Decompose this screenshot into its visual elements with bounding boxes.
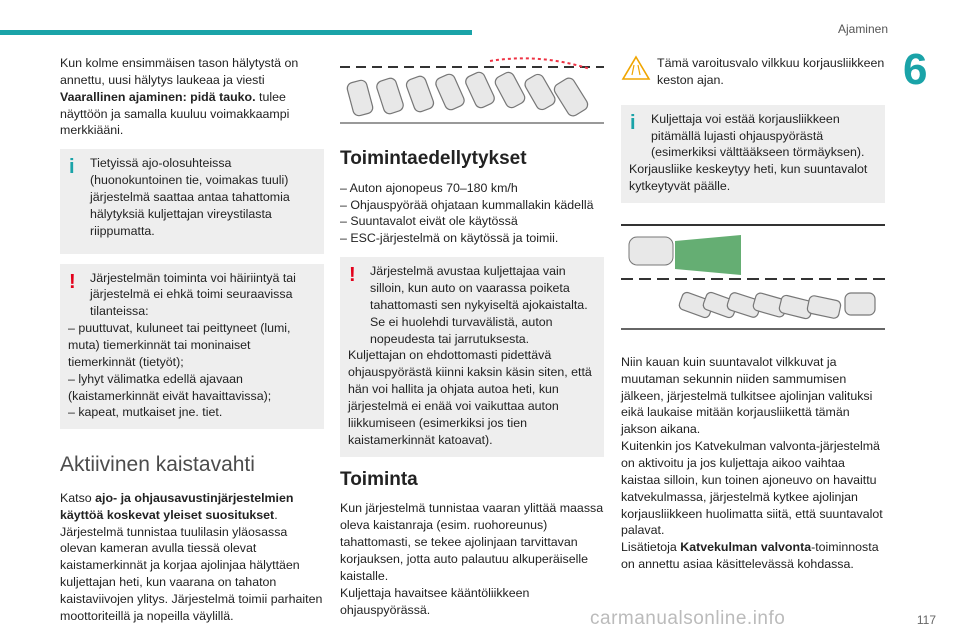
warning-box-assist <box>340 257 604 456</box>
prerequisite-item: – Auton ajonopeus 70–180 km/h <box>340 180 518 195</box>
warning-box-limitations <box>60 264 324 430</box>
intro-paragraph <box>60 55 324 139</box>
prerequisite-item: – Ohjauspyörää ohjataan kummallakin kädellä <box>340 197 594 212</box>
operation-body: Kuljettaja havaitsee kääntöliikkeen ohjauspyörässä. <box>340 585 530 617</box>
prerequisites-title: Toimintaedellytykset <box>340 147 527 169</box>
body-text: Lisätietoja <box>621 540 681 555</box>
prerequisite-item: – ESC-järjestelmä on käytössä ja toimii. <box>340 231 559 246</box>
header-accent-bar <box>0 30 472 35</box>
body-paragraph: Niin kauan kuin suuntavalot vilkkuvat ja muutaman sekunnin niiden sammumisen jälkeen, järjestelmä tulkitsee ajolinjan valituksi eikä laukaise mitään korjausliikettä tämän jakson aikana. <box>621 354 873 437</box>
column-middle <box>340 55 604 624</box>
info-box-override <box>621 105 885 203</box>
info-box-conditions <box>60 149 324 253</box>
lane-warning-light-icon <box>621 55 651 81</box>
column-right <box>621 55 885 579</box>
chapter-number: 6 <box>903 45 928 94</box>
section-title-active-lane: Aktiivinen kaistavahti <box>60 453 255 477</box>
operation-title: Toiminta <box>340 468 418 490</box>
intro-text-end: tulee näyttöön ja samalla kuuluu voimakkaampi merkkiääni. <box>60 89 290 138</box>
warning-light-row <box>621 55 885 95</box>
header-section-title: Ajaminen <box>837 22 888 36</box>
section-intro-text: Katso <box>60 490 96 505</box>
column-left <box>60 55 324 631</box>
blind-spot-illustration <box>621 223 885 338</box>
section-intro <box>60 490 324 625</box>
warning-text: Järjestelmän toiminta voi häiriintyä tai järjestelmä ei ehkä toimi seuraavissa tilanteissa: <box>90 270 296 319</box>
warning-list-item: – lyhyt välimatka edellä ajavaan (kaistamerkinnät eivät havaittavissa); <box>68 371 272 403</box>
operation-body: Kun järjestelmä tunnistaa vaaran ylittää maassa oleva kaistanraja (esim. ruohoreunus) tahattomasti, se tekee ajolinjaan tarvittavan korjauksen, jotta auto palautuu alkuperäiselle kaistalle. <box>340 501 604 583</box>
section-intro-end: . <box>274 507 278 522</box>
intro-text: Kun kolme ensimmäisen tason hälytystä on annettu, uusi hälytys laukeaa ja viesti <box>60 56 299 87</box>
blind-spot-reference: Katvekulman valvonta <box>680 540 812 555</box>
body-paragraph: Kuitenkin jos Katvekulman valvonta-järjestelmä on aktivoitu ja jos kuljettaja aikoo vaihtaa kaistaa silloin, kun toinen ajoneuvo on havaittu katvekulmassa, järjestelmä kytkee ajolinjan korjausliikkeen huolimatta siitä, että suuntavalot palavat. <box>621 439 883 538</box>
prerequisite-item: – Suuntavalot eivät ole käytössä <box>340 214 518 229</box>
warning-exclamation-icon: ! <box>349 264 356 287</box>
warning-exclamation-icon: ! <box>69 270 76 293</box>
intro-bold-message: Vaarallinen ajaminen: pidä tauko. <box>60 89 256 104</box>
info-text: Tietyissä ajo-olosuhteissa (huonokuntoinen tie, voimakas tuuli) järjestelmä saattaa antaa tahattomia hälytyksiä kuljettajan vireystilasta riippumatta. <box>90 156 290 238</box>
car-drift-image <box>340 55 604 127</box>
warning-light-text: Tämä varoitusvalo vilkkuu korjausliikkeen keston ajan. <box>657 56 885 87</box>
lane-departure-illustration <box>340 55 604 132</box>
blind-spot-image <box>621 223 885 333</box>
page-number: 117 <box>916 613 936 627</box>
info-icon: i <box>69 156 75 179</box>
warning-text: Järjestelmä avustaa kuljettajaa vain silloin, kun auto on vaarassa poiketa tahattomasti sen nykyiseltä ajokaistalta. Se ei huolehdi turvavälistä, auton nopeudesta tai jarrutuksesta. <box>370 264 588 346</box>
warning-list-item: – kapeat, mutkaiset jne. tiet. <box>68 405 223 420</box>
section-body: Järjestelmä tunnistaa tuulilasin yläosassa olevan kameran avulla tiessä olevat kaistamerkinnät ja korjaa ajolinjaa hälyttäen kuljettajan heti, kun vaarana on tahaton kaistaviivojen ylitys. Järjestelmä toimii parhaiten moottoriteillä ja nopeilla väylillä. <box>60 524 323 623</box>
body-text-end: -toiminnosta on annettu asiaa käsittelevässä kohdassa. <box>621 540 879 572</box>
warning-text: Kuljettajan on ehdottomasti pidettävä ohjauspyörästä kiinni kaksin käsin siten, että hän voi hallita ja ohjata autoa heti, kun järjestelmä ei enää voi vaikuttaa auton liikkumiseen (esimerkiksi jos tien kaistamerkinnät katoavat). <box>348 348 592 447</box>
info-text: Korjausliike keskeytyy heti, kun suuntavalot kytkeytyvät päälle. <box>629 162 868 194</box>
info-icon: i <box>630 111 636 134</box>
section-intro-bold: ajo- ja ohjausavustinjärjestelmien käyttöä koskevat yleiset suositukset <box>60 490 294 522</box>
body-paragraph-link <box>621 539 885 573</box>
watermark: carmanualsonline.info <box>590 608 786 629</box>
info-text: Kuljettaja voi estää korjausliikkeen pitämällä lujasti ohjauspyörästä (esimerkiksi välttääkseen törmäyksen). <box>651 111 865 160</box>
warning-list-item: – puuttuvat, kuluneet tai peittyneet (lumi, muta) tiemerkinnät tai moninaiset tiemerkinnät (tietyöt); <box>68 321 291 369</box>
